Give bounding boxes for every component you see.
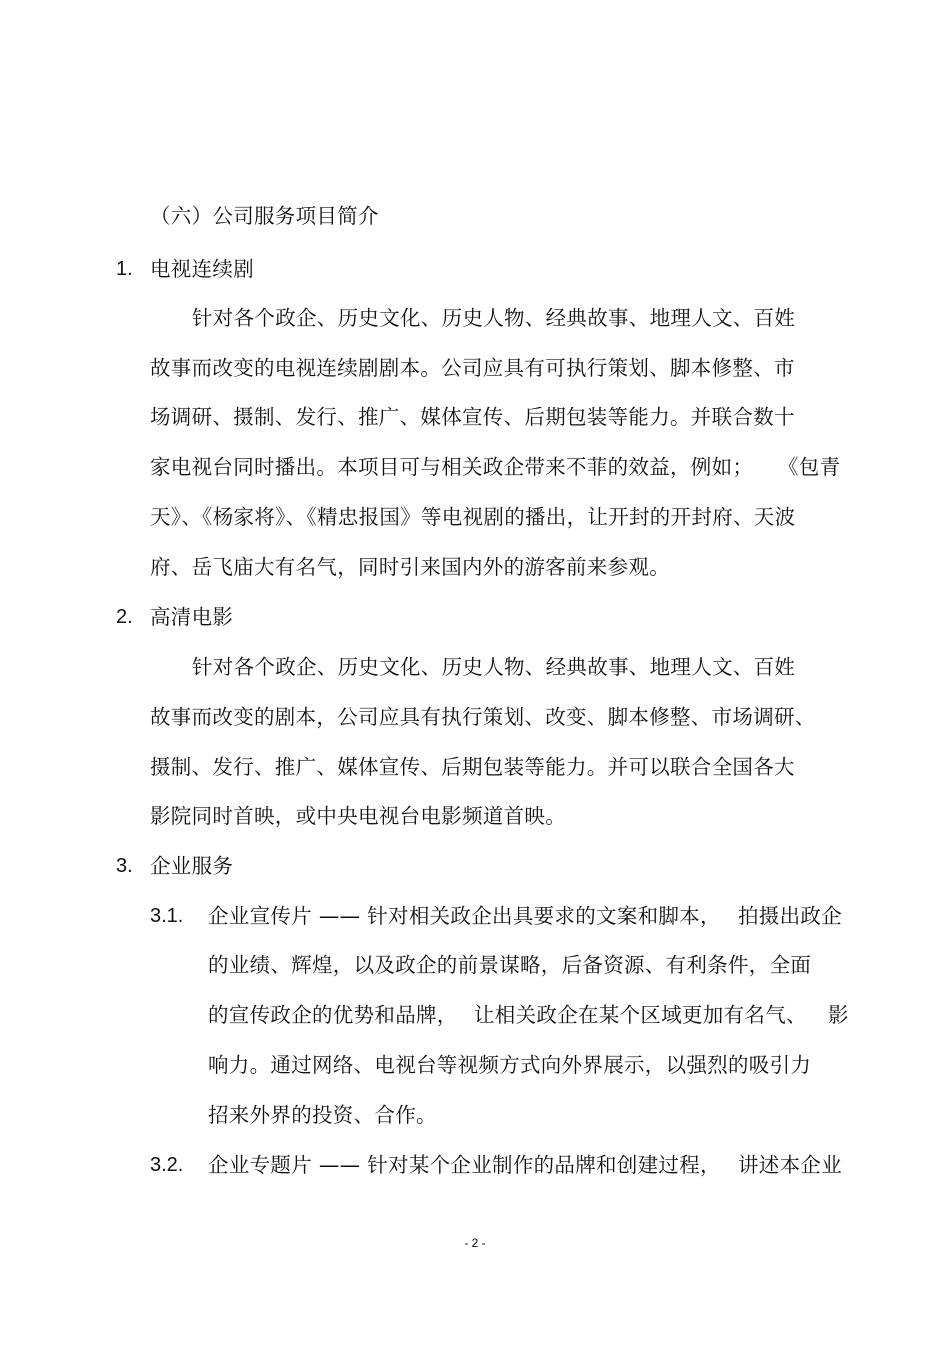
subitem-3-2-line-1-tail: 讲述本企业 (738, 1153, 842, 1177)
subitem-3-2-line-1: 企业专题片 —— 针对某个企业制作的品牌和创建过程， (208, 1153, 721, 1177)
item-2-line-3: 摄制、发行、推广、媒体宣传、后期包装等能力。并可以联合全国各大 (150, 755, 795, 779)
item-3-number: 3. (116, 855, 133, 877)
item-1-line-6: 府、岳飞庙大有名气，同时引来国内外的游客前来参观。 (150, 555, 670, 579)
subitem-3-1-line-1-tail: 拍摄出政企 (738, 904, 842, 928)
item-2-title: 高清电影 (150, 605, 234, 629)
item-1-line-4: 家电视台同时播出。本项目可与相关政企带来不菲的效益，例如； (150, 455, 754, 479)
subitem-3-1-number: 3.1. (150, 905, 184, 927)
item-1-number: 1. (116, 258, 133, 280)
subitem-3-1-line-1: 企业宣传片 —— 针对相关政企出具要求的文案和脚本， (208, 904, 721, 928)
item-2-number: 2. (116, 606, 133, 628)
item-1-title: 电视连续剧 (150, 257, 254, 281)
item-1-line-3: 场调研、摄制、发行、推广、媒体宣传、后期包装等能力。并联合数十 (150, 405, 795, 429)
item-1-line-2: 故事而改变的电视连续剧剧本。公司应具有可执行策划、脚本修整、市 (150, 356, 795, 380)
item-2-line-1: 针对各个政企、历史文化、历史人物、经典故事、地理人文、百姓 (192, 655, 796, 679)
item-1-line-4-tail: 《包青 (778, 455, 841, 479)
subitem-3-1-line-3-tail: 影 (828, 1003, 849, 1027)
section-heading: （六）公司服务项目简介 (150, 204, 379, 228)
subitem-3-2-number: 3.2. (150, 1154, 184, 1176)
page-number: - 2 - (464, 1236, 486, 1250)
item-1-line-5: 天》、《杨家将》、《精忠报国》等电视剧的播出，让开封的开封府、天波 (150, 505, 796, 529)
item-2-line-4: 影院同时首映，或中央电视台电影频道首映。 (150, 804, 566, 828)
item-1-line-1: 针对各个政企、历史文化、历史人物、经典故事、地理人文、百姓 (192, 306, 796, 330)
subitem-3-1-line-5: 招来外界的投资、合作。 (208, 1103, 437, 1127)
item-3-title: 企业服务 (150, 854, 234, 878)
subitem-3-1-line-4: 响力。通过网络、电视台等视频方式向外界展示，以强烈的吸引力 (208, 1053, 812, 1077)
item-2-line-2: 故事而改变的剧本，公司应具有执行策划、改变、脚本修整、市场调研、 (150, 705, 816, 729)
subitem-3-1-line-3-mid: 让相关政企在某个区域更加有名气、 (474, 1003, 807, 1027)
subitem-3-1-line-3: 的宣传政企的优势和品牌， (208, 1003, 458, 1027)
subitem-3-1-line-2: 的业绩、辉煌，以及政企的前景谋略，后备资源、有利条件，全面 (208, 953, 812, 977)
